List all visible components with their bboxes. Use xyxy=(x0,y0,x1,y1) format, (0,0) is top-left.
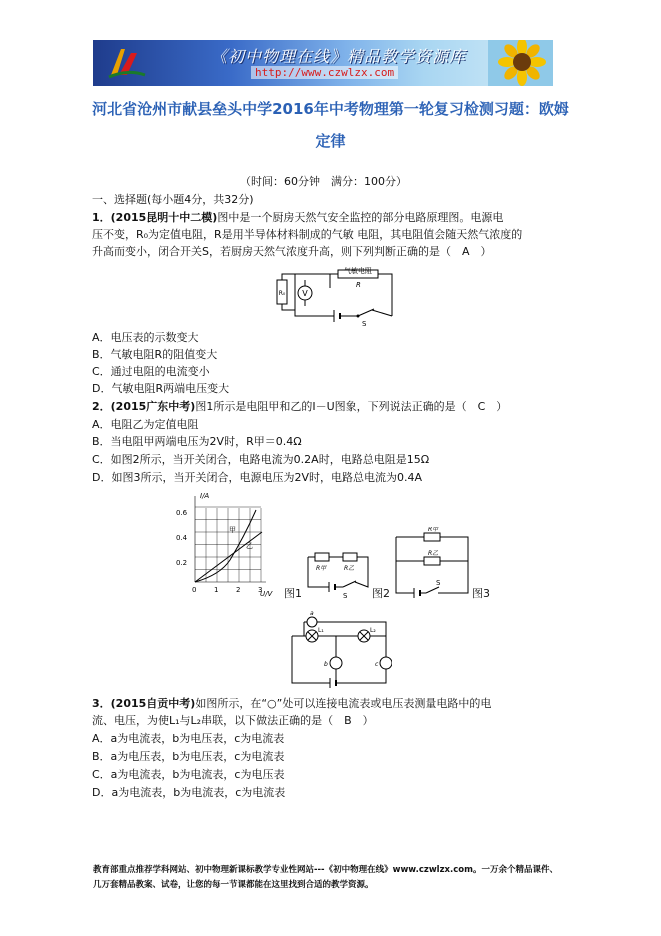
q2-option-c: C．如图2所示，当开关闭合，电路电流为0.2A时，电路总电阻是15Ω xyxy=(92,453,430,466)
q1-line1 xyxy=(92,210,503,226)
q1-circuit-diagram xyxy=(270,266,400,326)
y-axis-label: I/A xyxy=(200,492,210,500)
r-jia-label: R甲 xyxy=(428,527,439,533)
q3-line2: 流、电压，为使L₁与L₂串联，以下做法正确的是（ B ） xyxy=(92,714,374,727)
q2-option-a: A．电阻乙为定值电阻 xyxy=(92,418,199,431)
q2-line1 xyxy=(92,399,507,415)
q1-number: 1． xyxy=(92,211,111,224)
switch-icon xyxy=(343,581,356,587)
footer-line1: 教育部重点推荐学科网站、初中物理新课标教学专业性网站---《初中物理在线》www.czwlzx.com。一万余个精品课件、 xyxy=(93,865,558,875)
r-yi-resistor xyxy=(343,553,357,561)
q3-line1 xyxy=(92,696,491,712)
q2-number: 2． xyxy=(92,400,111,413)
meter-c xyxy=(380,657,392,669)
switch-label: S xyxy=(362,320,367,326)
q3-option-a: A．a为电流表，b为电压表，c为电流表 xyxy=(92,732,285,745)
r-jia-resistor xyxy=(315,553,329,561)
switch-label: S xyxy=(343,592,348,600)
q2-fig2-circuit xyxy=(303,545,373,600)
header-banner xyxy=(93,40,553,86)
q1-option-b: B．气敏电阻R的阻值变大 xyxy=(92,348,218,361)
r-jia-resistor xyxy=(424,533,440,541)
q1-text: 图中是一个厨房天然气安全监控的部分电路原理图。电源电 xyxy=(217,211,504,224)
q3-circuit-diagram xyxy=(286,608,392,688)
banner-title: 《初中物理在线》精品教学资源库 xyxy=(211,47,467,66)
x-tick-0: 0 xyxy=(192,586,197,594)
q1-source: (2015昆明十中二模) xyxy=(110,211,218,224)
exam-info: （时间：60分钟 满分：100分） xyxy=(240,175,407,188)
r0-label: R₀ xyxy=(278,290,286,297)
switch-label: S xyxy=(436,579,441,587)
section-heading: 一、选择题(每小题4分，共32分) xyxy=(92,193,254,206)
meter-a xyxy=(307,617,317,627)
switch-icon xyxy=(358,309,374,316)
q2-iu-graph xyxy=(170,490,300,602)
x-tick-3: 3 xyxy=(258,586,263,594)
q1-option-a: A．电压表的示数变大 xyxy=(92,331,199,344)
fig2-label: 图2 xyxy=(372,587,390,600)
q1-line2: 压不变，R₀为定值电阻，R是用半导体材料制成的气敏 电阻，其电阻值会随天然气浓度的 xyxy=(92,228,523,241)
footer-line2: 几万套精品教案、试卷，让您的每一节课都能在这里找到合适的教学资源。 xyxy=(93,880,374,890)
r-label: R xyxy=(356,281,361,289)
x-tick-2: 2 xyxy=(236,586,241,594)
q3-option-b: B．a为电压表，b为电压表，c为电流表 xyxy=(92,750,285,763)
q1-line3: 升高而变小，闭合开关S，若厨房天然气浓度升高，则下列判断正确的是（ A ） xyxy=(92,245,492,258)
fig1-label: 图1 xyxy=(284,587,302,600)
q2-option-d: D．如图3所示，当开关闭合，电源电压为2V时，电路总电流为0.4A xyxy=(92,471,423,484)
x-axis-label: U/V xyxy=(260,590,273,598)
q2-fig3-circuit xyxy=(392,527,472,599)
voltmeter-label: V xyxy=(302,289,308,298)
q3-text: 如图所示，在“○”处可以连接电流表或电压表测量电路中的电 xyxy=(195,697,492,710)
q3-number: 3． xyxy=(92,697,111,710)
q2-option-b: B．当电阻甲两端电压为2V时，R甲＝0.4Ω xyxy=(92,435,302,448)
switch-icon xyxy=(426,587,439,593)
y-tick-06: 0.6 xyxy=(176,509,188,517)
curve-jia-label: 甲 xyxy=(229,526,236,534)
l1-label: L₁ xyxy=(318,627,324,634)
y-tick-02: 0.2 xyxy=(176,559,188,567)
r-yi-resistor xyxy=(424,557,440,565)
y-tick-04: 0.4 xyxy=(176,534,188,542)
q3-source: (2015自贡中考) xyxy=(110,697,196,710)
l2-label: L₂ xyxy=(370,627,376,634)
site-logo-icon xyxy=(107,45,147,81)
q3-option-d: D．a为电流表，b为电流表，c为电流表 xyxy=(92,786,286,799)
meter-a-label: a xyxy=(310,610,314,617)
q1-option-c: C．通过电阻的电流变小 xyxy=(92,365,210,378)
doc-title-line1: 河北省沧州市献县垒头中学2016年中考物理第一轮复习检测习题：欧姆 xyxy=(92,100,569,118)
r-yi-label: R乙 xyxy=(344,565,355,572)
fig3-label: 图3 xyxy=(472,587,490,600)
sunflower-icon xyxy=(488,40,553,86)
sensor-label: 气敏电阻 xyxy=(344,267,372,275)
q2-source: (2015广东中考) xyxy=(110,400,196,413)
doc-title-line2: 定律 xyxy=(315,132,346,150)
banner-url[interactable]: http://www.czwlzx.com xyxy=(251,66,398,79)
q1-option-d: D．气敏电阻R两端电压变大 xyxy=(92,382,230,395)
r-yi-label: R乙 xyxy=(428,550,439,557)
q3-option-c: C．a为电流表，b为电流表，c为电压表 xyxy=(92,768,285,781)
curve-yi-label: 乙 xyxy=(246,542,253,550)
q2-text: 图1所示是电阻甲和乙的I－U图象，下列说法正确的是（ C ） xyxy=(195,400,508,413)
meter-c-label: c xyxy=(375,661,379,668)
meter-b xyxy=(330,657,342,669)
r-jia-label: R甲 xyxy=(316,565,327,572)
meter-b-label: b xyxy=(324,661,328,668)
x-tick-1: 1 xyxy=(214,586,219,594)
